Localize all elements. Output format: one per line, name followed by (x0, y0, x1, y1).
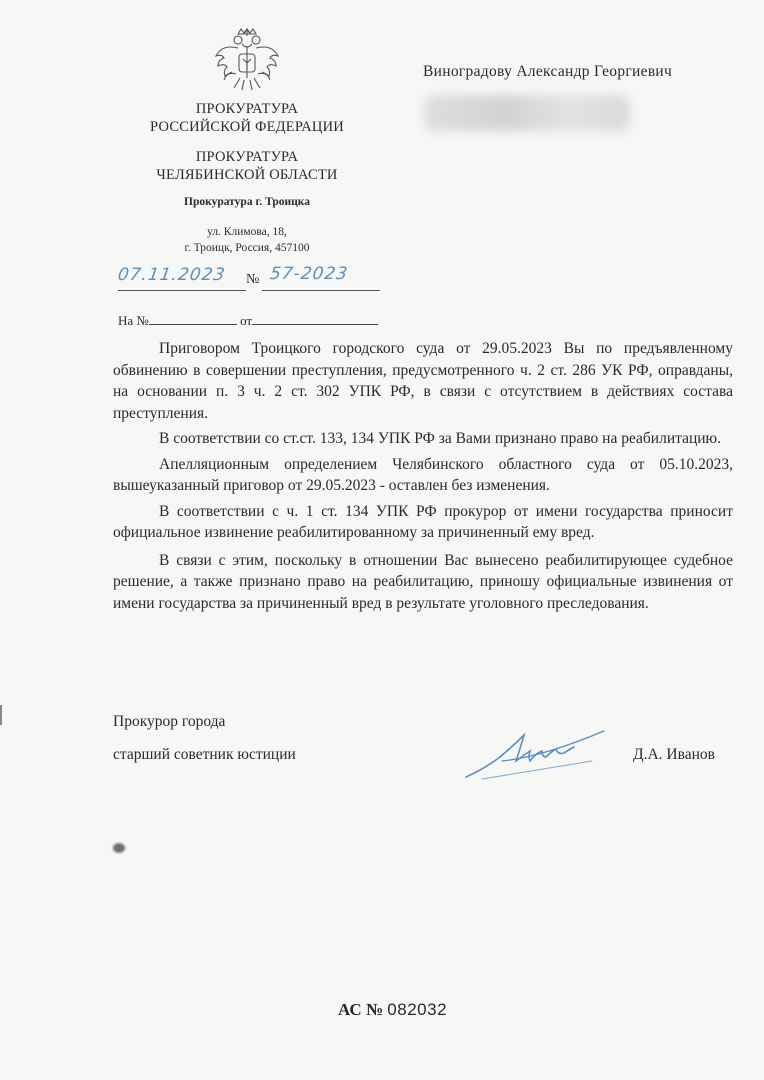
reply-reference (118, 312, 378, 329)
signer-rank: старший советник юстиции (113, 746, 296, 763)
letter-body (113, 338, 733, 614)
paragraph-3: Апелляционным определением Челябинского областного суда от 05.10.2023, вышеуказанный приговор от 29.05.2023 - оставлен без изменения. (113, 455, 733, 494)
org-line-2: РОССИЙСКОЙ ФЕДЕРАЦИИ (150, 119, 344, 135)
sub-org-line-2: ЧЕЛЯБИНСКОЙ ОБЛАСТИ (156, 167, 338, 183)
org-name (118, 100, 376, 136)
margin-mark (0, 705, 2, 725)
handwritten-number: 57-2023 (268, 264, 350, 284)
redacted-address (424, 95, 630, 131)
handwritten-date: 07.11.2023 (116, 265, 227, 285)
number-label: № (246, 272, 260, 287)
office-name: Прокуратура г. Троицка (184, 196, 310, 208)
paragraph-4: В соответствии с ч. 1 ст. 134 УПК РФ прокурор от имени государства приносит официальное извинение реабилитированному за причиненный ему вред. (113, 502, 733, 541)
handwritten-signature (462, 725, 612, 785)
form-serial (338, 1000, 447, 1020)
paragraph-1: Приговором Троицкого городского суда от 29.05.2023 Вы по предъявленному обвинению в совершении преступления, предусмотренного ч. 2 ст. 286 УК РФ, оправданы, на основании п. 3 ч. 2 ст. 302 УПК РФ, в связи с отсутствием в действиях состава преступления. (113, 340, 733, 422)
reply-prefix: На № (118, 313, 149, 328)
address-line-2: г. Троицк, Россия, 457100 (184, 242, 310, 254)
office-address (118, 224, 376, 256)
ink-spot (113, 843, 125, 853)
serial-series: АС № (338, 1000, 384, 1019)
org-line-1: ПРОКУРАТУРА (195, 101, 299, 117)
address-line-1: ул. Климова, 18, (207, 226, 287, 238)
sub-org-name (118, 148, 376, 184)
reply-number-blank (149, 312, 237, 325)
coat-of-arms-icon (214, 26, 280, 96)
sub-org-line-1: ПРОКУРАТУРА (195, 149, 299, 165)
paragraph-2: В соответствии со ст.ст. 133, 134 УПК РФ за Вами признано право на реабилитацию. (159, 430, 721, 447)
reply-from-label: от (240, 313, 253, 328)
paragraph-5: В связи с этим, поскольку в отношении Вас вынесено реабилитирующее судебное решение, а также признано право на реабилитацию, приношу официальные извинения от имени государства за причиненный вред в результате уголовного преследования. (113, 551, 733, 612)
signer-title: Прокурор города (113, 713, 226, 730)
signer-name: Д.А. Иванов (633, 746, 715, 763)
serial-number: 082032 (387, 1000, 448, 1019)
reply-date-blank (252, 312, 378, 325)
recipient-name: Виноградову Александр Георгиевич (423, 63, 673, 80)
